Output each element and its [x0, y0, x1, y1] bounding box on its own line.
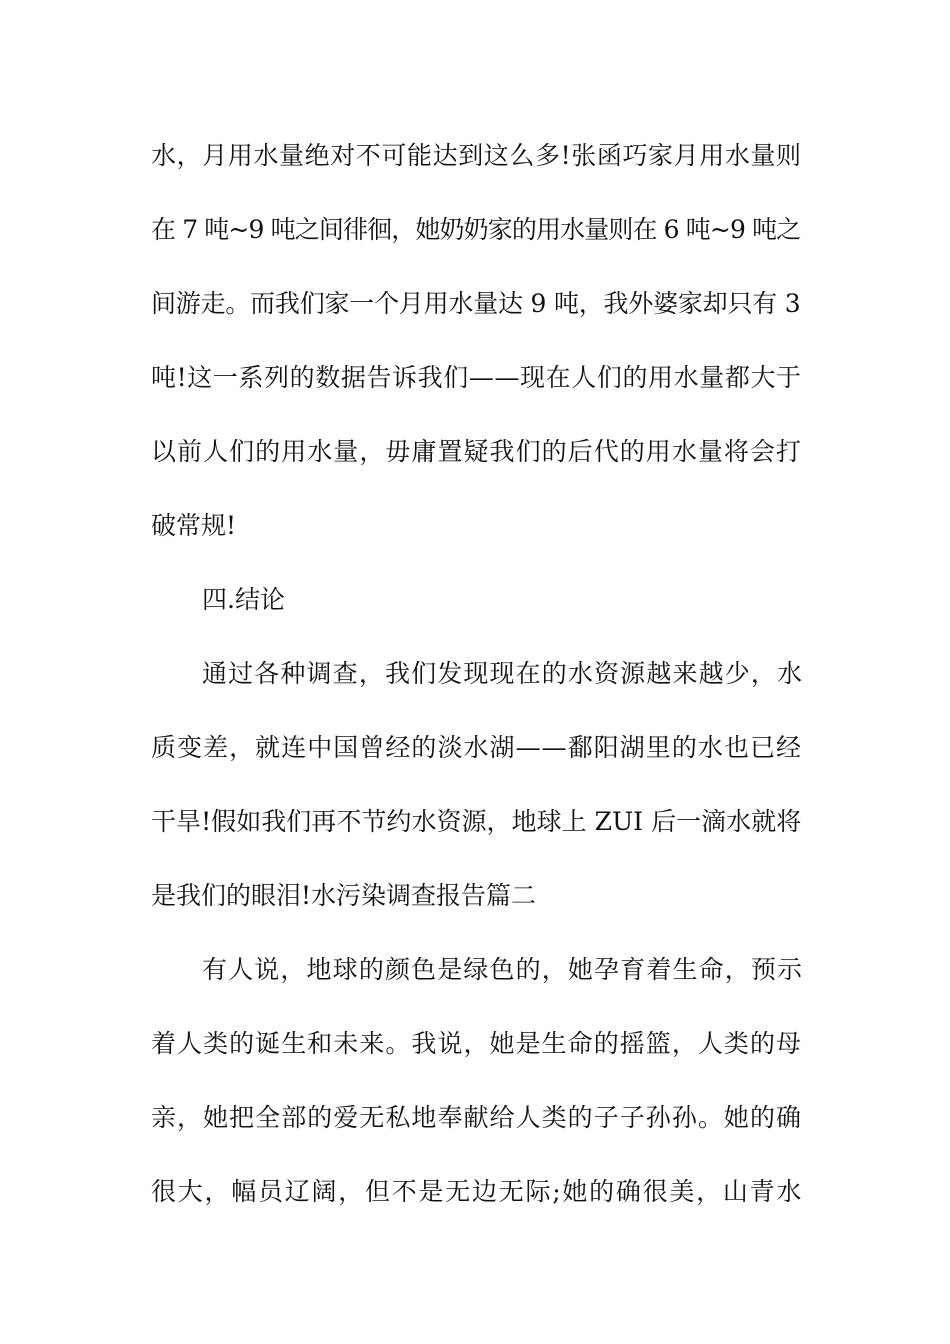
text-line-5: 以前人们的用水量，毋庸置疑我们的后代的用水量将会打	[151, 437, 803, 466]
text-line-12: 有人说，地球的颜色是绿色的，她孕育着生命，预示	[202, 955, 804, 984]
text-line-2: 在 7 吨~9 吨之间徘徊，她奶奶家的用水量则在 6 吨~9 吨之	[151, 215, 801, 244]
text-line-9: 质变差，就连中国曾经的淡水湖——鄱阳湖里的水也已经	[151, 733, 803, 762]
text-line-14: 亲，她把全部的爱无私地奉献给人类的子子孙孙。她的确	[151, 1103, 803, 1132]
text-line-13: 着人类的诞生和未来。我说，她是生命的摇篮，人类的母	[151, 1029, 803, 1058]
text-line-8: 通过各种调查，我们发现现在的水资源越来越少，水	[202, 659, 804, 688]
text-line-10: 干旱!假如我们再不节约水资源，地球上 ZUI 后一滴水就将	[151, 807, 802, 836]
text-line-4: 吨!这一系列的数据告诉我们——现在人们的用水量都大于	[151, 363, 802, 392]
text-line-11: 是我们的眼泪!水污染调查报告篇二	[151, 881, 537, 910]
text-line-15: 很大，幅员辽阔，但不是无边无际;她的确很美，山青水	[151, 1177, 804, 1206]
text-line-6: 破常规!	[151, 511, 237, 540]
text-line-1: 水，月用水量绝对不可能达到这么多!张函巧家月用水量则	[151, 141, 802, 170]
text-line-3: 间游走。而我们家一个月用水量达 9 吨，我外婆家却只有 3	[151, 289, 801, 318]
section-heading: 四.结论	[202, 585, 285, 614]
